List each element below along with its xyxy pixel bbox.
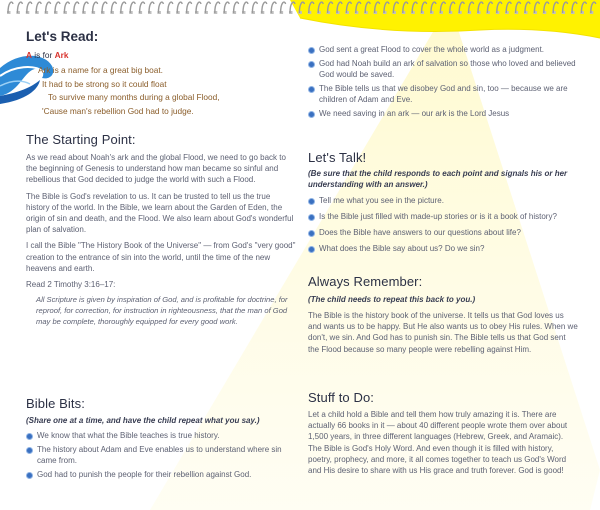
list-item: God had Noah build an ark of salvation so those who loved and believed God would be saved. bbox=[308, 58, 580, 80]
bible-bits-list-right bbox=[308, 44, 580, 119]
starting-point-title: The Starting Point: bbox=[26, 132, 136, 147]
list-item: The Bible tells us that we disobey God and sin, too — because we are children of Adam and Eve. bbox=[308, 83, 580, 105]
always-remember-text: The Bible is the history book of the universe. It tells us that God loves us and wants us to be happy. But He also wants us to obey His rules. When we don't, we sin. And God has to punish sin. The Bible tells us that God sent the Flood because so many people were rebelling against Him. bbox=[308, 311, 578, 354]
bible-bits-instruction: (Share one at a time, and have the child repeat what you say.) bbox=[26, 416, 260, 425]
list-item: Is the Bible just filled with made-up stories or is it a book of history? bbox=[308, 211, 580, 222]
list-item: We know that what the Bible teaches is true history. bbox=[26, 430, 294, 441]
lets-talk-list bbox=[308, 195, 580, 254]
scripture-quote: All Scripture is given by inspiration of God, and is profitable for doctrine, for reproof, for correction, for instruction in righteousness, that the man of God may be complete, thoroughly equipped for every good work. bbox=[36, 295, 288, 327]
list-item: Tell me what you see in the picture. bbox=[308, 195, 580, 206]
bullet-icon bbox=[26, 447, 33, 454]
paragraph: As we read about Noah's ark and the global Flood, we need to go back to the beginning of Genesis to understand how man became so sinful and rebellious that God decided to judge the world with such a Flood. bbox=[26, 153, 286, 185]
list-item: We need saving in an ark — our ark is the Lord Jesus bbox=[308, 108, 580, 119]
bullet-icon bbox=[26, 472, 33, 479]
list-item: God sent a great Flood to cover the whole world as a judgment. bbox=[308, 44, 580, 55]
bullet-icon bbox=[308, 47, 315, 54]
lets-talk-instruction: (Be sure that the child responds to each point and signals his or her understanding with an answer.) bbox=[308, 169, 568, 189]
bullet-icon bbox=[308, 61, 315, 68]
list-item: God had to punish the people for their rebellion against God. bbox=[26, 469, 294, 480]
poem-line: It had to be strong so it could float bbox=[42, 78, 167, 89]
spiral-binding-icon bbox=[0, 0, 600, 22]
bullet-icon bbox=[308, 246, 315, 253]
bullet-icon bbox=[308, 230, 315, 237]
paragraph: I call the Bible "The History Book of the Universe" — from God's "very good" creation to the entrance of sin into the world, until the time of the new heavens and earth. bbox=[26, 241, 296, 273]
bullet-icon bbox=[308, 111, 315, 118]
stuff-to-do-text: Let a child hold a Bible and tell them how truly amazing it is. There are actually 66 books in it — about 40 different people wrote them over about 1,500 years, in three different languages (Hebrew, Greek, and Aramaic). The Bible is God's Holy Word. And even though it is filled with history, poetry, prophecy, and more, it all comes together to teach us God's Word and His desire to share with us His grace and truth forever. God is good! bbox=[308, 410, 568, 476]
lets-read-title: Let's Read: bbox=[26, 29, 99, 44]
bible-bits-list-left bbox=[26, 430, 294, 480]
paragraph: The Bible is God's revelation to us. It can be trusted to tell us the true history of the world. In the Bible, we learn about the Garden of Eden, the origin of sin and death, and the Flood. We also learn about God's wonderful plan of salvation. bbox=[26, 191, 294, 235]
bullet-icon bbox=[308, 86, 315, 93]
poem-line: To survive many months during a global Flood, bbox=[48, 92, 220, 102]
always-remember-instruction: (The child needs to repeat this back to you.) bbox=[308, 295, 476, 304]
poem-line: 'Cause man's rebellion God had to judge. bbox=[42, 105, 194, 116]
bullet-icon bbox=[26, 433, 33, 440]
list-item: What does the Bible say about us? Do we sin? bbox=[308, 243, 580, 254]
starting-point-body bbox=[26, 152, 296, 327]
always-remember-title: Always Remember: bbox=[308, 274, 423, 289]
ark-poem bbox=[38, 64, 220, 118]
lets-talk-title: Let's Talk! bbox=[308, 150, 367, 165]
bullet-icon bbox=[308, 214, 315, 221]
bible-bits-title: Bible Bits: bbox=[26, 396, 85, 411]
list-item: Does the Bible have answers to our questions about life? bbox=[308, 227, 580, 238]
stuff-to-do-title: Stuff to Do: bbox=[308, 390, 374, 405]
poem-line: Ark is a name for a great big boat. bbox=[38, 65, 163, 75]
bullet-icon bbox=[308, 198, 315, 205]
ark-subtitle: A is for Ark bbox=[26, 50, 69, 60]
list-item: The history about Adam and Eve enables us to understand where sin came from. bbox=[26, 444, 294, 466]
scripture-reference: Read 2 Timothy 3:16–17: bbox=[26, 280, 116, 290]
